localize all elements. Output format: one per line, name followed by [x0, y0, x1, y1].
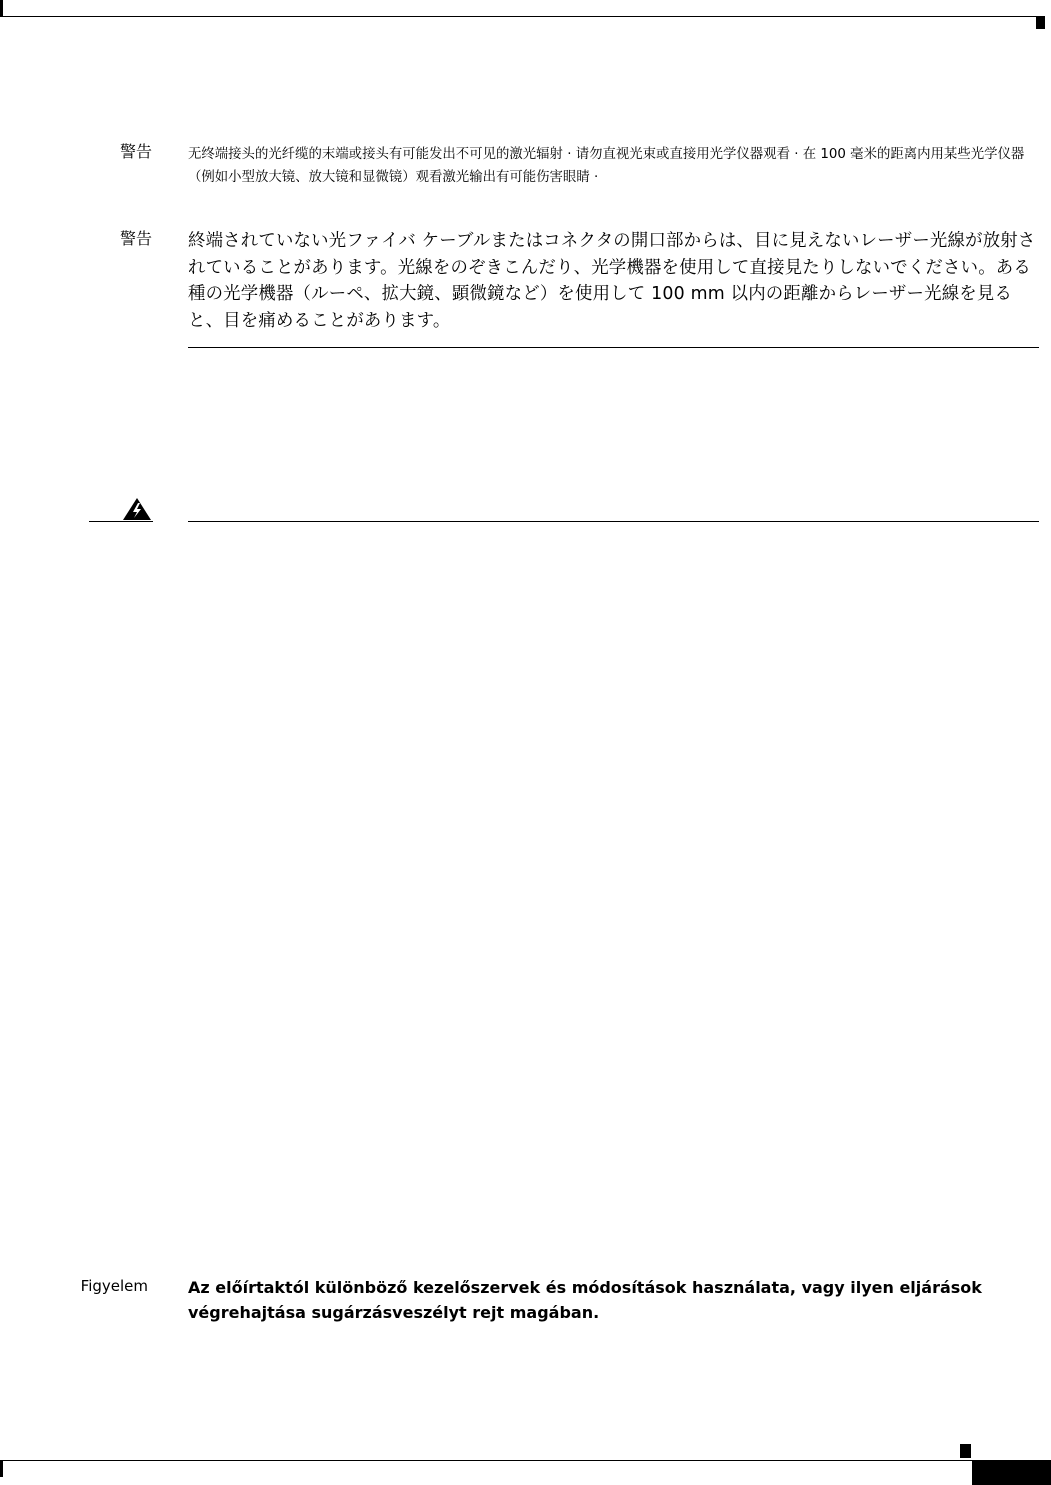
warning-divider	[188, 521, 1039, 522]
caution-label: Figyelem	[80, 1277, 148, 1295]
section-divider	[188, 347, 1039, 348]
warning-triangle-lightning-icon	[121, 497, 153, 521]
header-rule	[0, 16, 1036, 17]
footer-rule	[0, 1460, 1051, 1461]
crop-mark-top-right	[1036, 16, 1045, 29]
warning-text-ja: 終端されていない光ファイバ ケーブルまたはコネクタの開口部からは、目に見えないレーザー光線が放射されていることがあります。光線をのぞきこんだり、光学機器を使用して直接見たりしないでください。ある種の光学機器（ルーペ、拡大鏡、顕微鏡など）を使用して 100 mm 以内の距離からレーザー光線を見ると、目を痛めることがあります。	[188, 231, 1036, 331]
warning-text-zh: 无终端接头的光纤缆的末端或接头有可能发出不可见的激光辐射 · 请勿直视光束或直接用光学仪器观看 · 在 100 毫米的距离内用某些光学仪器（例如小型放大镜、放大镜和显微镜）观看激光输出有可能伤害眼睛 ·	[188, 147, 1025, 185]
crop-mark-top-left	[0, 0, 3, 17]
page-number-block	[972, 1461, 1051, 1485]
warning-label-zh: 警告	[119, 142, 152, 161]
crop-mark-bottom-right	[960, 1444, 971, 1458]
crop-mark-bottom-left	[0, 1460, 3, 1477]
warning-label-ja: 警告	[119, 229, 152, 248]
warning-icon-underline	[89, 521, 153, 522]
caution-text: Az előírtaktól különböző kezelőszervek és módosítások használata, vagy ilyen eljárások végrehajtása sugárzásveszélyt rejt magában.	[188, 1278, 982, 1322]
